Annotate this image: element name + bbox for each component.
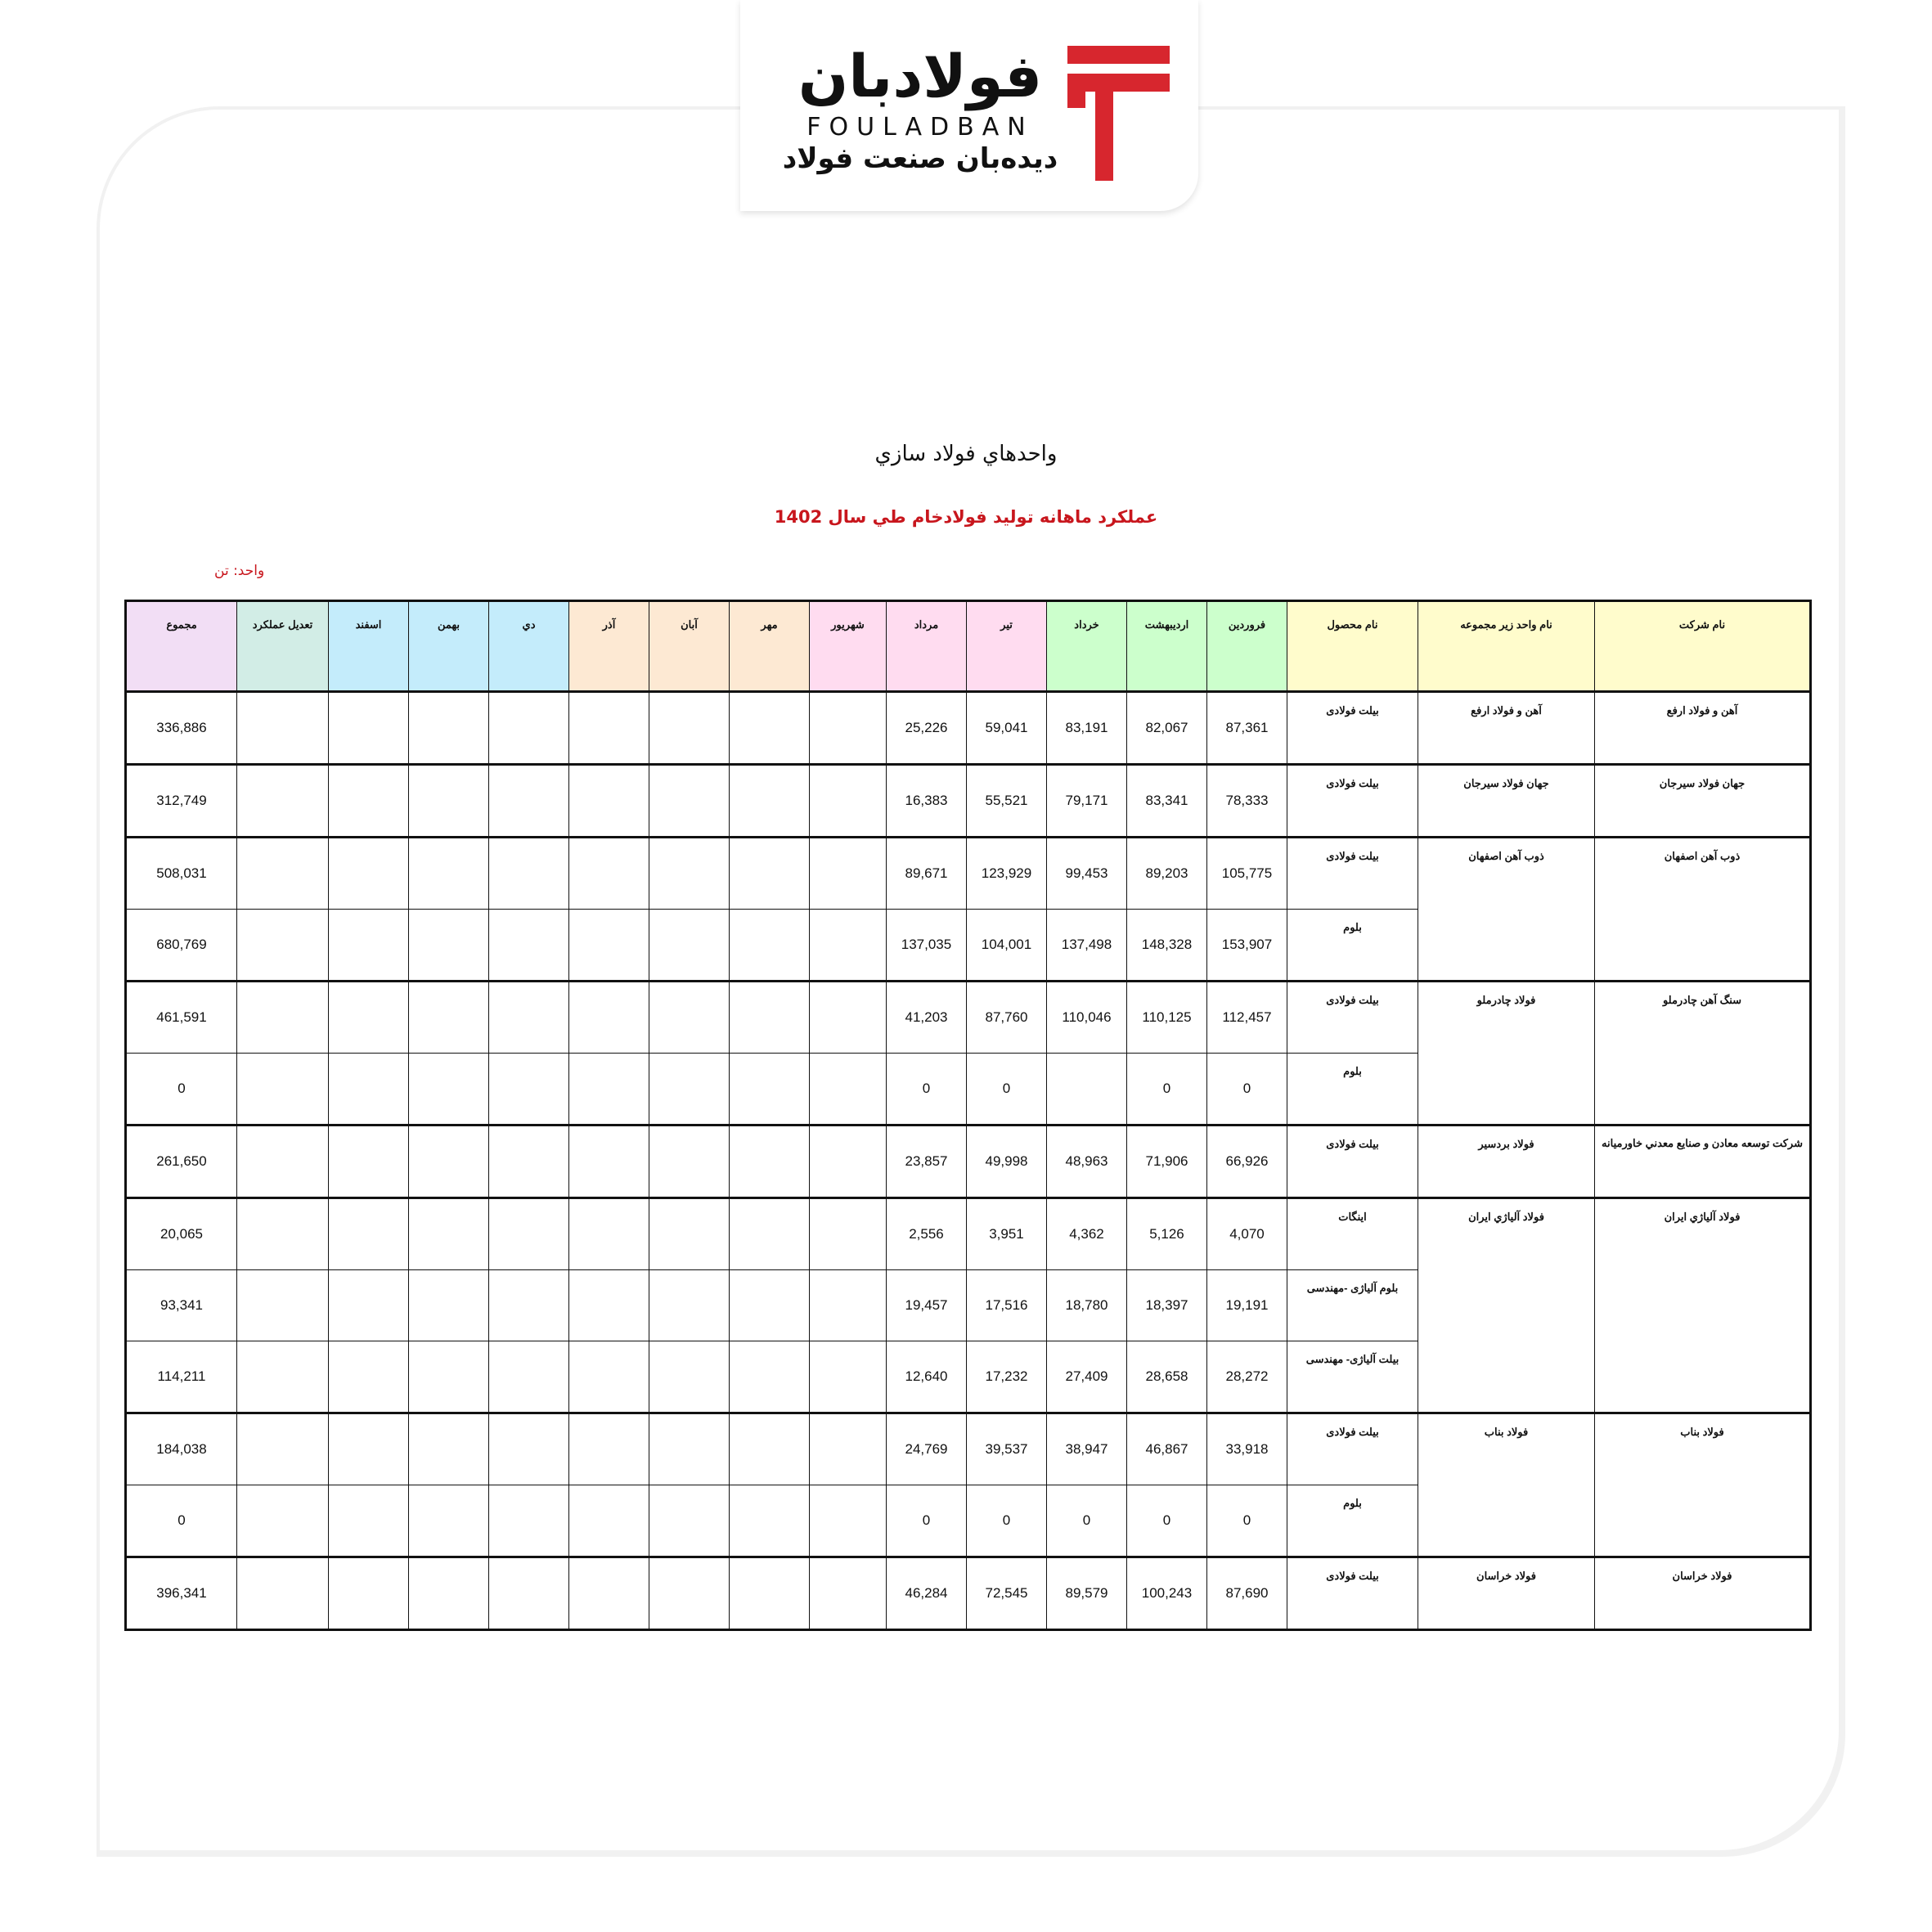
- value-cell: 137,035: [887, 910, 967, 982]
- empty-cell: [569, 910, 649, 982]
- empty-cell: [730, 1126, 810, 1198]
- empty-cell: [409, 1557, 489, 1630]
- empty-cell: [569, 1413, 649, 1485]
- company-cell: آهن و فولاد ارفع: [1595, 692, 1811, 765]
- value-cell: 99,453: [1047, 838, 1127, 910]
- empty-cell: [649, 1413, 730, 1485]
- empty-cell: [489, 982, 569, 1054]
- value-cell: 71,906: [1127, 1126, 1207, 1198]
- table-row: [126, 1557, 1811, 1630]
- value-cell: 83,191: [1047, 692, 1127, 765]
- table-row: [126, 1126, 1811, 1198]
- empty-cell: [237, 765, 329, 838]
- total-cell: 20,065: [126, 1198, 237, 1270]
- empty-cell: [810, 982, 887, 1054]
- header-product: نام محصول: [1287, 601, 1418, 692]
- value-cell: 83,341: [1127, 765, 1207, 838]
- empty-cell: [649, 1557, 730, 1630]
- table-row: [126, 1198, 1811, 1270]
- empty-cell: [649, 838, 730, 910]
- value-cell: 25,226: [887, 692, 967, 765]
- empty-cell: [329, 838, 409, 910]
- value-cell: 3,951: [967, 1198, 1047, 1270]
- product-cell: بیلت آلیاژی- مهندسی: [1287, 1341, 1418, 1413]
- empty-cell: [649, 1485, 730, 1557]
- empty-cell: [489, 1485, 569, 1557]
- company-cell: فولاد خراسان: [1595, 1557, 1811, 1630]
- value-cell: 24,769: [887, 1413, 967, 1485]
- empty-cell: [329, 765, 409, 838]
- empty-cell: [329, 910, 409, 982]
- empty-cell: [409, 838, 489, 910]
- value-cell: 105,775: [1207, 838, 1287, 910]
- header-ordibehesht: اردیبهشت: [1127, 601, 1207, 692]
- value-cell: 104,001: [967, 910, 1047, 982]
- empty-cell: [409, 910, 489, 982]
- value-cell: 38,947: [1047, 1413, 1127, 1485]
- empty-cell: [409, 982, 489, 1054]
- empty-cell: [409, 1054, 489, 1126]
- empty-cell: [489, 1413, 569, 1485]
- product-cell: بلوم: [1287, 1054, 1418, 1126]
- empty-cell: [409, 1126, 489, 1198]
- empty-cell: [329, 692, 409, 765]
- value-cell: 78,333: [1207, 765, 1287, 838]
- header-company: نام شرکت: [1595, 601, 1811, 692]
- value-cell: 17,232: [967, 1341, 1047, 1413]
- empty-cell: [810, 1270, 887, 1341]
- value-cell: [1047, 1054, 1127, 1126]
- product-cell: بلوم: [1287, 1485, 1418, 1557]
- empty-cell: [409, 765, 489, 838]
- value-cell: 19,191: [1207, 1270, 1287, 1341]
- empty-cell: [810, 692, 887, 765]
- value-cell: 2,556: [887, 1198, 967, 1270]
- empty-cell: [649, 1198, 730, 1270]
- value-cell: 18,397: [1127, 1270, 1207, 1341]
- company-cell: فولاد آلیاژي ایران: [1595, 1198, 1811, 1413]
- header-esfand: اسفند: [329, 601, 409, 692]
- table-row: [126, 982, 1811, 1054]
- empty-cell: [810, 1413, 887, 1485]
- table-header-row: [126, 601, 1811, 692]
- empty-cell: [329, 1054, 409, 1126]
- empty-cell: [569, 1557, 649, 1630]
- empty-cell: [649, 982, 730, 1054]
- empty-cell: [730, 692, 810, 765]
- value-cell: 4,362: [1047, 1198, 1127, 1270]
- value-cell: 89,671: [887, 838, 967, 910]
- company-cell: فولاد بناب: [1595, 1413, 1811, 1557]
- empty-cell: [569, 1126, 649, 1198]
- empty-cell: [569, 1341, 649, 1413]
- empty-cell: [409, 1270, 489, 1341]
- empty-cell: [489, 1054, 569, 1126]
- value-cell: 148,328: [1127, 910, 1207, 982]
- company-cell: شرکت توسعه معادن و صنایع معدني خاورمیانه: [1595, 1126, 1811, 1198]
- product-cell: بیلت فولادی: [1287, 692, 1418, 765]
- total-cell: 461,591: [126, 982, 237, 1054]
- empty-cell: [489, 838, 569, 910]
- header-shahrivar: شهریور: [810, 601, 887, 692]
- header-tir: تیر: [967, 601, 1047, 692]
- logo-wordmark-en: FOULADBAN: [806, 113, 1034, 142]
- value-cell: 89,203: [1127, 838, 1207, 910]
- empty-cell: [810, 1198, 887, 1270]
- total-cell: 93,341: [126, 1270, 237, 1341]
- value-cell: 27,409: [1047, 1341, 1127, 1413]
- empty-cell: [569, 838, 649, 910]
- product-cell: بلوم: [1287, 910, 1418, 982]
- empty-cell: [569, 1485, 649, 1557]
- value-cell: 153,907: [1207, 910, 1287, 982]
- total-cell: 336,886: [126, 692, 237, 765]
- value-cell: 48,963: [1047, 1126, 1127, 1198]
- total-cell: 0: [126, 1054, 237, 1126]
- production-table: [124, 600, 1812, 1631]
- logo-card: [740, 0, 1198, 211]
- value-cell: 39,537: [967, 1413, 1047, 1485]
- empty-cell: [409, 1413, 489, 1485]
- product-cell: بلوم آلیاژی -مهندسی: [1287, 1270, 1418, 1341]
- header-bahman: بهمن: [409, 601, 489, 692]
- empty-cell: [730, 1485, 810, 1557]
- empty-cell: [569, 1198, 649, 1270]
- subunit-cell: جهان فولاد سیرجان: [1418, 765, 1595, 838]
- empty-cell: [237, 1341, 329, 1413]
- subunit-cell: فولاد آلیاژي ایران: [1418, 1198, 1595, 1413]
- subunit-cell: ذوب آهن اصفهان: [1418, 838, 1595, 982]
- value-cell: 19,457: [887, 1270, 967, 1341]
- empty-cell: [489, 1557, 569, 1630]
- empty-cell: [237, 1054, 329, 1126]
- value-cell: 110,125: [1127, 982, 1207, 1054]
- empty-cell: [409, 1485, 489, 1557]
- header-farvardin: فروردین: [1207, 601, 1287, 692]
- product-cell: بیلت فولادی: [1287, 982, 1418, 1054]
- empty-cell: [489, 1270, 569, 1341]
- empty-cell: [237, 838, 329, 910]
- empty-cell: [649, 1341, 730, 1413]
- value-cell: 79,171: [1047, 765, 1127, 838]
- empty-cell: [810, 1485, 887, 1557]
- empty-cell: [649, 910, 730, 982]
- value-cell: 89,579: [1047, 1557, 1127, 1630]
- empty-cell: [329, 1270, 409, 1341]
- value-cell: 59,041: [967, 692, 1047, 765]
- empty-cell: [329, 982, 409, 1054]
- value-cell: 55,521: [967, 765, 1047, 838]
- table-row: [126, 765, 1811, 838]
- value-cell: 16,383: [887, 765, 967, 838]
- empty-cell: [237, 1198, 329, 1270]
- empty-cell: [730, 1198, 810, 1270]
- empty-cell: [237, 1270, 329, 1341]
- empty-cell: [237, 982, 329, 1054]
- product-cell: بیلت فولادی: [1287, 765, 1418, 838]
- value-cell: 0: [1127, 1054, 1207, 1126]
- fouladban-logo-icon: [1067, 46, 1170, 181]
- empty-cell: [649, 692, 730, 765]
- table-row: [126, 838, 1811, 910]
- header-khordad: خرداد: [1047, 601, 1127, 692]
- product-cell: بیلت فولادی: [1287, 1126, 1418, 1198]
- header-adjustment: تعدیل عملکرد: [237, 601, 329, 692]
- empty-cell: [237, 910, 329, 982]
- empty-cell: [649, 765, 730, 838]
- value-cell: 23,857: [887, 1126, 967, 1198]
- empty-cell: [329, 1485, 409, 1557]
- total-cell: 261,650: [126, 1126, 237, 1198]
- empty-cell: [329, 1557, 409, 1630]
- value-cell: 100,243: [1127, 1557, 1207, 1630]
- empty-cell: [489, 1126, 569, 1198]
- empty-cell: [489, 1198, 569, 1270]
- company-cell: ذوب آهن اصفهان: [1595, 838, 1811, 982]
- value-cell: 0: [1207, 1485, 1287, 1557]
- empty-cell: [730, 1557, 810, 1630]
- subunit-cell: فولاد چادرملو: [1418, 982, 1595, 1126]
- header-total: مجموع: [126, 601, 237, 692]
- empty-cell: [730, 1054, 810, 1126]
- value-cell: 0: [967, 1485, 1047, 1557]
- logo-tagline: دیده‌بان صنعت فولاد: [782, 142, 1058, 175]
- value-cell: 110,046: [1047, 982, 1127, 1054]
- empty-cell: [329, 1341, 409, 1413]
- empty-cell: [489, 692, 569, 765]
- empty-cell: [569, 1270, 649, 1341]
- empty-cell: [810, 765, 887, 838]
- empty-cell: [730, 1270, 810, 1341]
- value-cell: 137,498: [1047, 910, 1127, 982]
- value-cell: 4,070: [1207, 1198, 1287, 1270]
- value-cell: 87,760: [967, 982, 1047, 1054]
- value-cell: 82,067: [1127, 692, 1207, 765]
- empty-cell: [329, 1198, 409, 1270]
- empty-cell: [237, 1126, 329, 1198]
- total-cell: 680,769: [126, 910, 237, 982]
- empty-cell: [489, 1341, 569, 1413]
- value-cell: 33,918: [1207, 1413, 1287, 1485]
- total-cell: 508,031: [126, 838, 237, 910]
- empty-cell: [409, 1198, 489, 1270]
- value-cell: 5,126: [1127, 1198, 1207, 1270]
- company-cell: جهان فولاد سیرجان: [1595, 765, 1811, 838]
- value-cell: 49,998: [967, 1126, 1047, 1198]
- header-subunit: نام واحد زیر مجموعه: [1418, 601, 1595, 692]
- header-mordad: مرداد: [887, 601, 967, 692]
- value-cell: 87,690: [1207, 1557, 1287, 1630]
- total-cell: 312,749: [126, 765, 237, 838]
- value-cell: 41,203: [887, 982, 967, 1054]
- empty-cell: [649, 1270, 730, 1341]
- company-cell: سنگ آهن چادرملو: [1595, 982, 1811, 1126]
- value-cell: 17,516: [967, 1270, 1047, 1341]
- total-cell: 396,341: [126, 1557, 237, 1630]
- empty-cell: [810, 1341, 887, 1413]
- empty-cell: [237, 1557, 329, 1630]
- empty-cell: [730, 910, 810, 982]
- value-cell: 123,929: [967, 838, 1047, 910]
- subunit-cell: فولاد خراسان: [1418, 1557, 1595, 1630]
- logo-wordmark-fa: فولادبان: [798, 42, 1043, 110]
- document-subtitle: عملکرد ماهانه تولید فولادخام طي سال 1402: [774, 507, 1158, 527]
- total-cell: 114,211: [126, 1341, 237, 1413]
- header-dey: دي: [489, 601, 569, 692]
- empty-cell: [409, 1341, 489, 1413]
- value-cell: 72,545: [967, 1557, 1047, 1630]
- empty-cell: [810, 1126, 887, 1198]
- empty-cell: [810, 838, 887, 910]
- document-title: واحدهاي فولاد سازي: [874, 442, 1058, 466]
- empty-cell: [409, 692, 489, 765]
- empty-cell: [730, 1413, 810, 1485]
- empty-cell: [810, 910, 887, 982]
- empty-cell: [489, 765, 569, 838]
- product-cell: اینگات: [1287, 1198, 1418, 1270]
- value-cell: 87,361: [1207, 692, 1287, 765]
- product-cell: بیلت فولادی: [1287, 838, 1418, 910]
- empty-cell: [329, 1413, 409, 1485]
- subunit-cell: فولاد بناب: [1418, 1413, 1595, 1557]
- value-cell: 46,284: [887, 1557, 967, 1630]
- empty-cell: [649, 1126, 730, 1198]
- subunit-cell: فولاد بردسیر: [1418, 1126, 1595, 1198]
- value-cell: 0: [887, 1485, 967, 1557]
- value-cell: 28,272: [1207, 1341, 1287, 1413]
- empty-cell: [569, 1054, 649, 1126]
- empty-cell: [237, 1413, 329, 1485]
- value-cell: 28,658: [1127, 1341, 1207, 1413]
- table-row: [126, 1413, 1811, 1485]
- value-cell: 18,780: [1047, 1270, 1127, 1341]
- empty-cell: [810, 1557, 887, 1630]
- empty-cell: [730, 838, 810, 910]
- value-cell: 112,457: [1207, 982, 1287, 1054]
- table-row: [126, 692, 1811, 765]
- empty-cell: [237, 692, 329, 765]
- empty-cell: [569, 765, 649, 838]
- value-cell: 0: [967, 1054, 1047, 1126]
- empty-cell: [730, 765, 810, 838]
- product-cell: بیلت فولادی: [1287, 1557, 1418, 1630]
- product-cell: بیلت فولادی: [1287, 1413, 1418, 1485]
- value-cell: 12,640: [887, 1341, 967, 1413]
- empty-cell: [569, 982, 649, 1054]
- empty-cell: [810, 1054, 887, 1126]
- empty-cell: [569, 692, 649, 765]
- header-mehr: مهر: [730, 601, 810, 692]
- empty-cell: [649, 1054, 730, 1126]
- total-cell: 0: [126, 1485, 237, 1557]
- header-aban: آبان: [649, 601, 730, 692]
- value-cell: 0: [1127, 1485, 1207, 1557]
- empty-cell: [329, 1126, 409, 1198]
- empty-cell: [730, 1341, 810, 1413]
- empty-cell: [237, 1485, 329, 1557]
- empty-cell: [489, 910, 569, 982]
- header-azar: آذر: [569, 601, 649, 692]
- value-cell: 0: [887, 1054, 967, 1126]
- empty-cell: [730, 982, 810, 1054]
- subunit-cell: آهن و فولاد ارفع: [1418, 692, 1595, 765]
- total-cell: 184,038: [126, 1413, 237, 1485]
- value-cell: 46,867: [1127, 1413, 1207, 1485]
- value-cell: 66,926: [1207, 1126, 1287, 1198]
- value-cell: 0: [1047, 1485, 1127, 1557]
- unit-label: واحد: تن: [214, 563, 265, 579]
- value-cell: 0: [1207, 1054, 1287, 1126]
